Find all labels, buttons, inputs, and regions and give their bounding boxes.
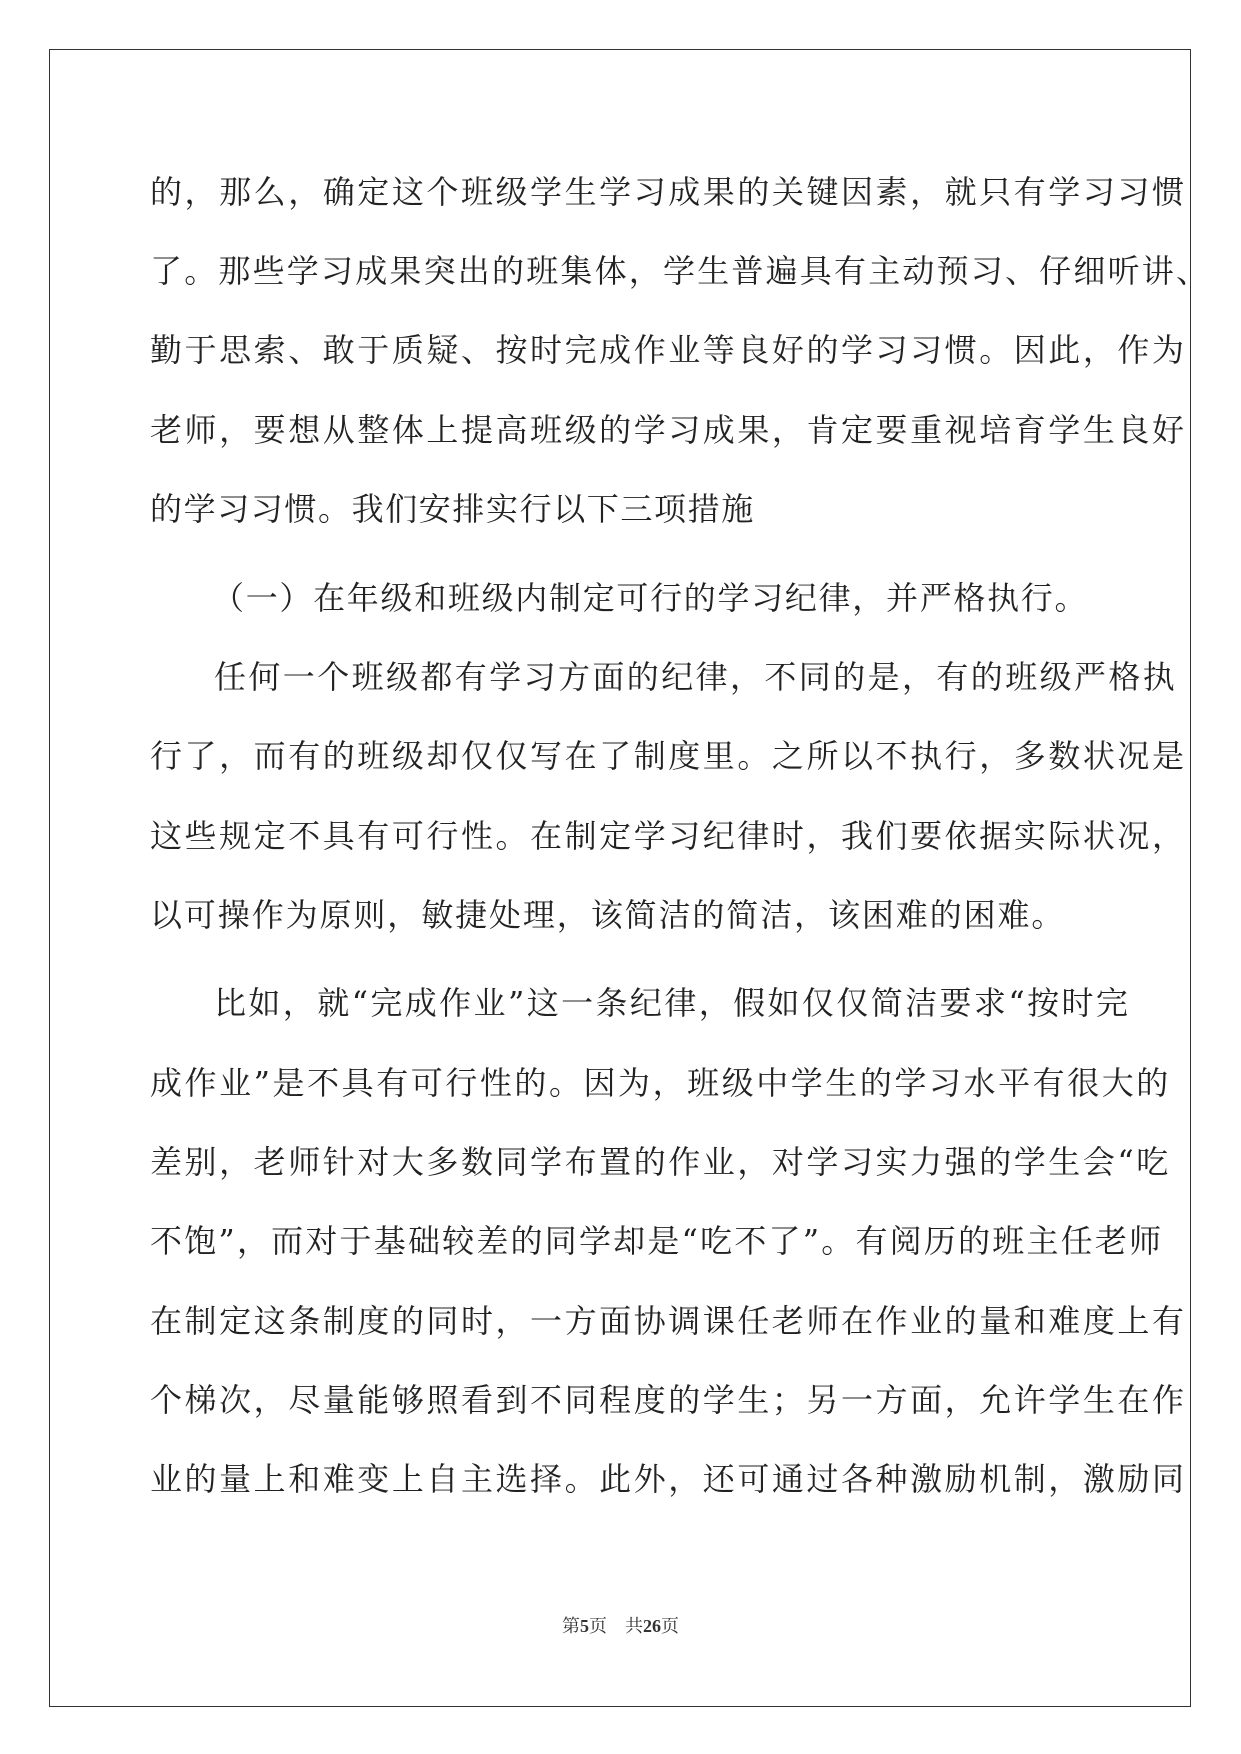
text-line: 比如，就“完成作业”这一条纪律，假如仅仅简洁要求“按时完 [214,984,1131,1022]
text-line: 在制定这条制度的同时，一方面协调课任老师在作业的量和难度上有 [150,1302,1187,1340]
text-line: 业的量上和难变上自主选择。此外，还可通过各种激励机制，激励同 [150,1460,1187,1498]
text-line: 的学习习惯。我们安排实行以下三项措施 [150,490,755,528]
page-total: 26 [643,1616,661,1636]
text-line: 行了，而有的班级却仅仅写在了制度里。之所以不执行，多数状况是 [150,737,1187,775]
text-line: 个梯次，尽量能够照看到不同程度的学生；另一方面，允许学生在作 [150,1381,1187,1419]
footer-prefix: 第 [562,1616,580,1637]
text-line: 的，那么，确定这个班级学生学习成果的关键因素，就只有学习习惯 [150,173,1187,211]
footer-suffix: 页 [661,1616,679,1637]
text-line: 不饱”，而对于基础较差的同学却是“吃不了”。有阅历的班主任老师 [150,1222,1164,1260]
footer-mid: 页 共 [589,1616,643,1637]
page-footer [0,1612,1241,1638]
text-line: 勤于思索、敢于质疑、按时完成作业等良好的学习习惯。因此，作为 [150,331,1187,369]
page-number: 5 [580,1616,589,1636]
text-line: 成作业”是不具有可行性的。因为，班级中学生的学习水平有很大的 [150,1064,1171,1102]
section-heading: （一）在年级和班级内制定可行的学习纪律，并严格执行。 [212,579,1089,617]
text-line: 以可操作为原则，敏捷处理，该简洁的简洁，该困难的困难。 [150,896,1066,934]
text-line: 这些规定不具有可行性。在制定学习纪律时，我们要依据实际状况， [150,817,1187,855]
text-line: 老师，要想从整体上提高班级的学习成果，肯定要重视培育学生良好 [150,411,1187,449]
text-line: 了。那些学习成果突出的班集体，学生普遍具有主动预习、仔细听讲、 [150,252,1211,290]
text-line: 差别，老师针对大多数同学布置的作业，对学习实力强的学生会“吃 [150,1143,1171,1181]
text-line: 任何一个班级都有学习方面的纪律，不同的是，有的班级严格执 [214,658,1178,696]
